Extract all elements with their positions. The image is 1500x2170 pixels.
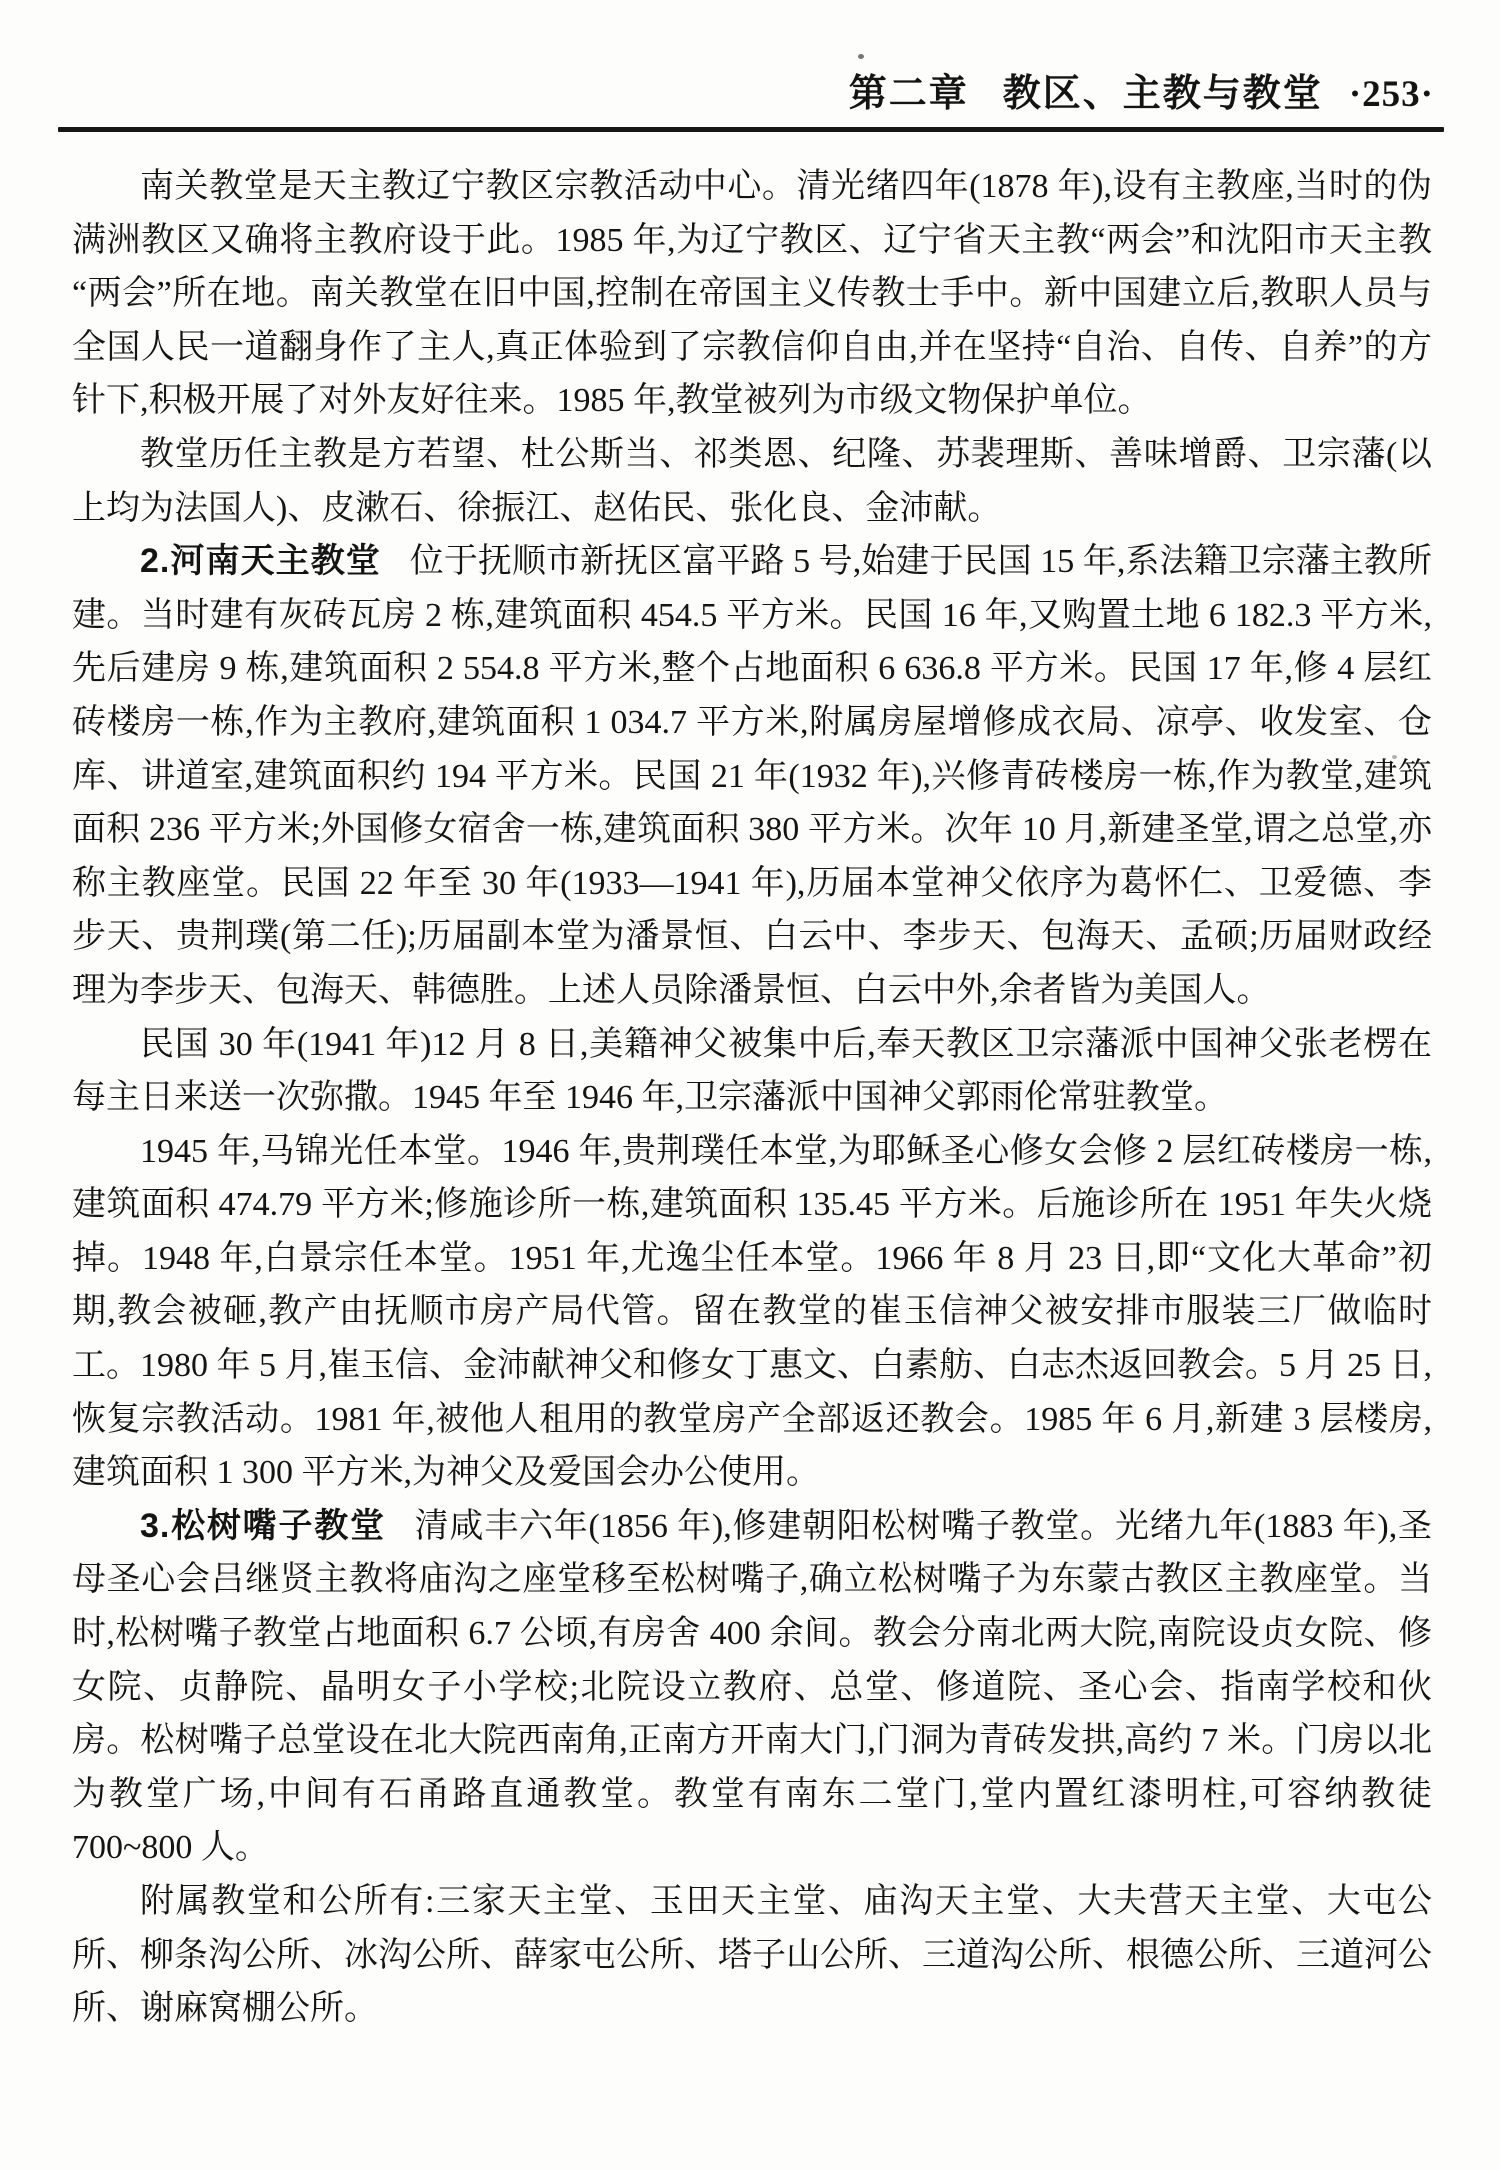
paragraph-henan-church <box>72 535 1432 1017</box>
scan-speck <box>858 54 864 59</box>
paragraph-henan-1941 <box>72 1018 1432 1125</box>
paragraph-henan-1945 <box>72 1125 1432 1500</box>
paragraph-nanguan-bishops <box>72 428 1432 535</box>
paragraph-text: 教堂历任主教是方若望、杜公斯当、祁类恩、纪隆、苏裴理斯、善味增爵、卫宗藩(以上均为法国人)、皮漱石、徐振江、赵佑民、张化良、金沛献。 <box>72 435 1432 527</box>
chapter-title: 教区、主教与教堂 <box>1002 73 1323 115</box>
section-heading: 2.河南天主教堂 <box>140 542 381 581</box>
header-rule <box>58 127 1444 132</box>
running-head <box>72 62 1434 117</box>
paragraph-songshuzuizi-church <box>72 1500 1432 1875</box>
page-number: ·253· <box>1348 74 1434 115</box>
paragraph-text: 南关教堂是天主教辽宁教区宗教活动中心。清光绪四年(1878 年),设有主教座,当时的伪满洲教区又确将主教府设于此。1985 年,为辽宁教区、辽宁省天主教“两会”和沈阳市天主教“两会”所在地。南关教堂在旧中国,控制在帝国主义传教士手中。新中国建立后,教职人员与全国人民一道翻身作了主人,真正体验到了宗教信仰自由,并在坚持“自治、自传、自养”的方针下,积极开展了对外友好往来。1985 年,教堂被列为市级文物保护单位。 <box>72 168 1432 420</box>
chapter-label: 第二章 <box>848 73 969 115</box>
paragraph-text: 清咸丰六年(1856 年),修建朝阳松树嘴子教堂。光绪九年(1883 年),圣母圣心会吕继贤主教将庙沟之座堂移至松树嘴子,确立松树嘴子为东蒙古教区主教座堂。当时,松树嘴子教堂占地面积 6.7 公顷,有房舍 400 余间。教会分南北两大院,南院设贞女院、修女院、贞静院、晶明女子小学校;北院设立教府、总堂、修道院、圣心会、指南学校和伙房。松树嘴子总堂设在北大院西南角,正南方开南大门,门洞为青砖发拱,高约 7 米。门房以北为教堂广场,中间有石甬路直通教堂。教堂有南东二堂门,堂内置红漆明柱,可容纳教徒 700~800 人。 <box>72 1507 1432 1867</box>
paragraph-text: 附属教堂和公所有:三家天主堂、玉田天主堂、庙沟天主堂、大夫营天主堂、大屯公所、柳条沟公所、冰沟公所、薛家屯公所、塔子山公所、三道沟公所、根德公所、三道河公所、谢麻窝棚公所。 <box>72 1883 1432 2028</box>
paragraph-nanguan-center <box>72 160 1432 428</box>
page-body <box>72 160 1432 2036</box>
section-heading: 3.松树嘴子教堂 <box>140 1506 386 1545</box>
paragraph-text: 1945 年,马锦光任本堂。1946 年,贵荆璞任本堂,为耶稣圣心修女会修 2 层红砖楼房一栋,建筑面积 474.79 平方米;修施诊所一栋,建筑面积 135.45 平方米。后施诊所在 1951 年失火烧掉。1948 年,白景宗任本堂。1951 年,尤逸尘任本堂。1966 年 8 月 23 日,即“文化大革命”初期,教会被砸,教产由抚顺市房产局代管。留在教堂的崔玉信神父被安排市服装三厂做临时工。1980 年 5 月,崔玉信、金沛献神父和修女丁惠文、白素舫、白志杰返回教会。5 月 25 日,恢复宗教活动。1981 年,被他人租用的教堂房产全部返还教会。1985 年 6 月,新建 3 层楼房,建筑面积 1 300 平方米,为神父及爱国会办公使用。 <box>72 1132 1432 1492</box>
paragraph-text: 位于抚顺市新抚区富平路 5 号,始建于民国 15 年,系法籍卫宗藩主教所建。当时建有灰砖瓦房 2 栋,建筑面积 454.5 平方米。民国 16 年,又购置土地 6 182.3 平方米,先后建房 9 栋,建筑面积 2 554.8 平方米,整个占地面积 6 636.8 平方米。民国 17 年,修 4 层红砖楼房一栋,作为主教府,建筑面积 1 034.7 平方米,附属房屋增修成衣局、凉亭、收发室、仓库、讲道室,建筑面积约 194 平方米。民国 21 年(1932 年),兴修青砖楼房一栋,作为教堂,建筑面积 236 平方米;外国修女宿舍一栋,建筑面积 380 平方米。次年 10 月,新建圣堂,谓之总堂,亦称主教座堂。民国 22 年至 30 年(1933—1941 年),历届本堂神父依序为葛怀仁、卫爱德、李步天、贵荆璞(第二任);历届副本堂为潘景恒、白云中、李步天、包海天、孟硕;历届财政经理为李步天、包海天、韩德胜。上述人员除潘景恒、白云中外,余者皆为美国人。 <box>72 543 1433 1009</box>
paragraph-affiliated-churches <box>72 1875 1432 2036</box>
paragraph-text: 民国 30 年(1941 年)12 月 8 日,美籍神父被集中后,奉天教区卫宗藩派中国神父张老楞在每主日来送一次弥撒。1945 年至 1946 年,卫宗藩派中国神父郭雨伦常驻教堂。 <box>72 1025 1432 1117</box>
